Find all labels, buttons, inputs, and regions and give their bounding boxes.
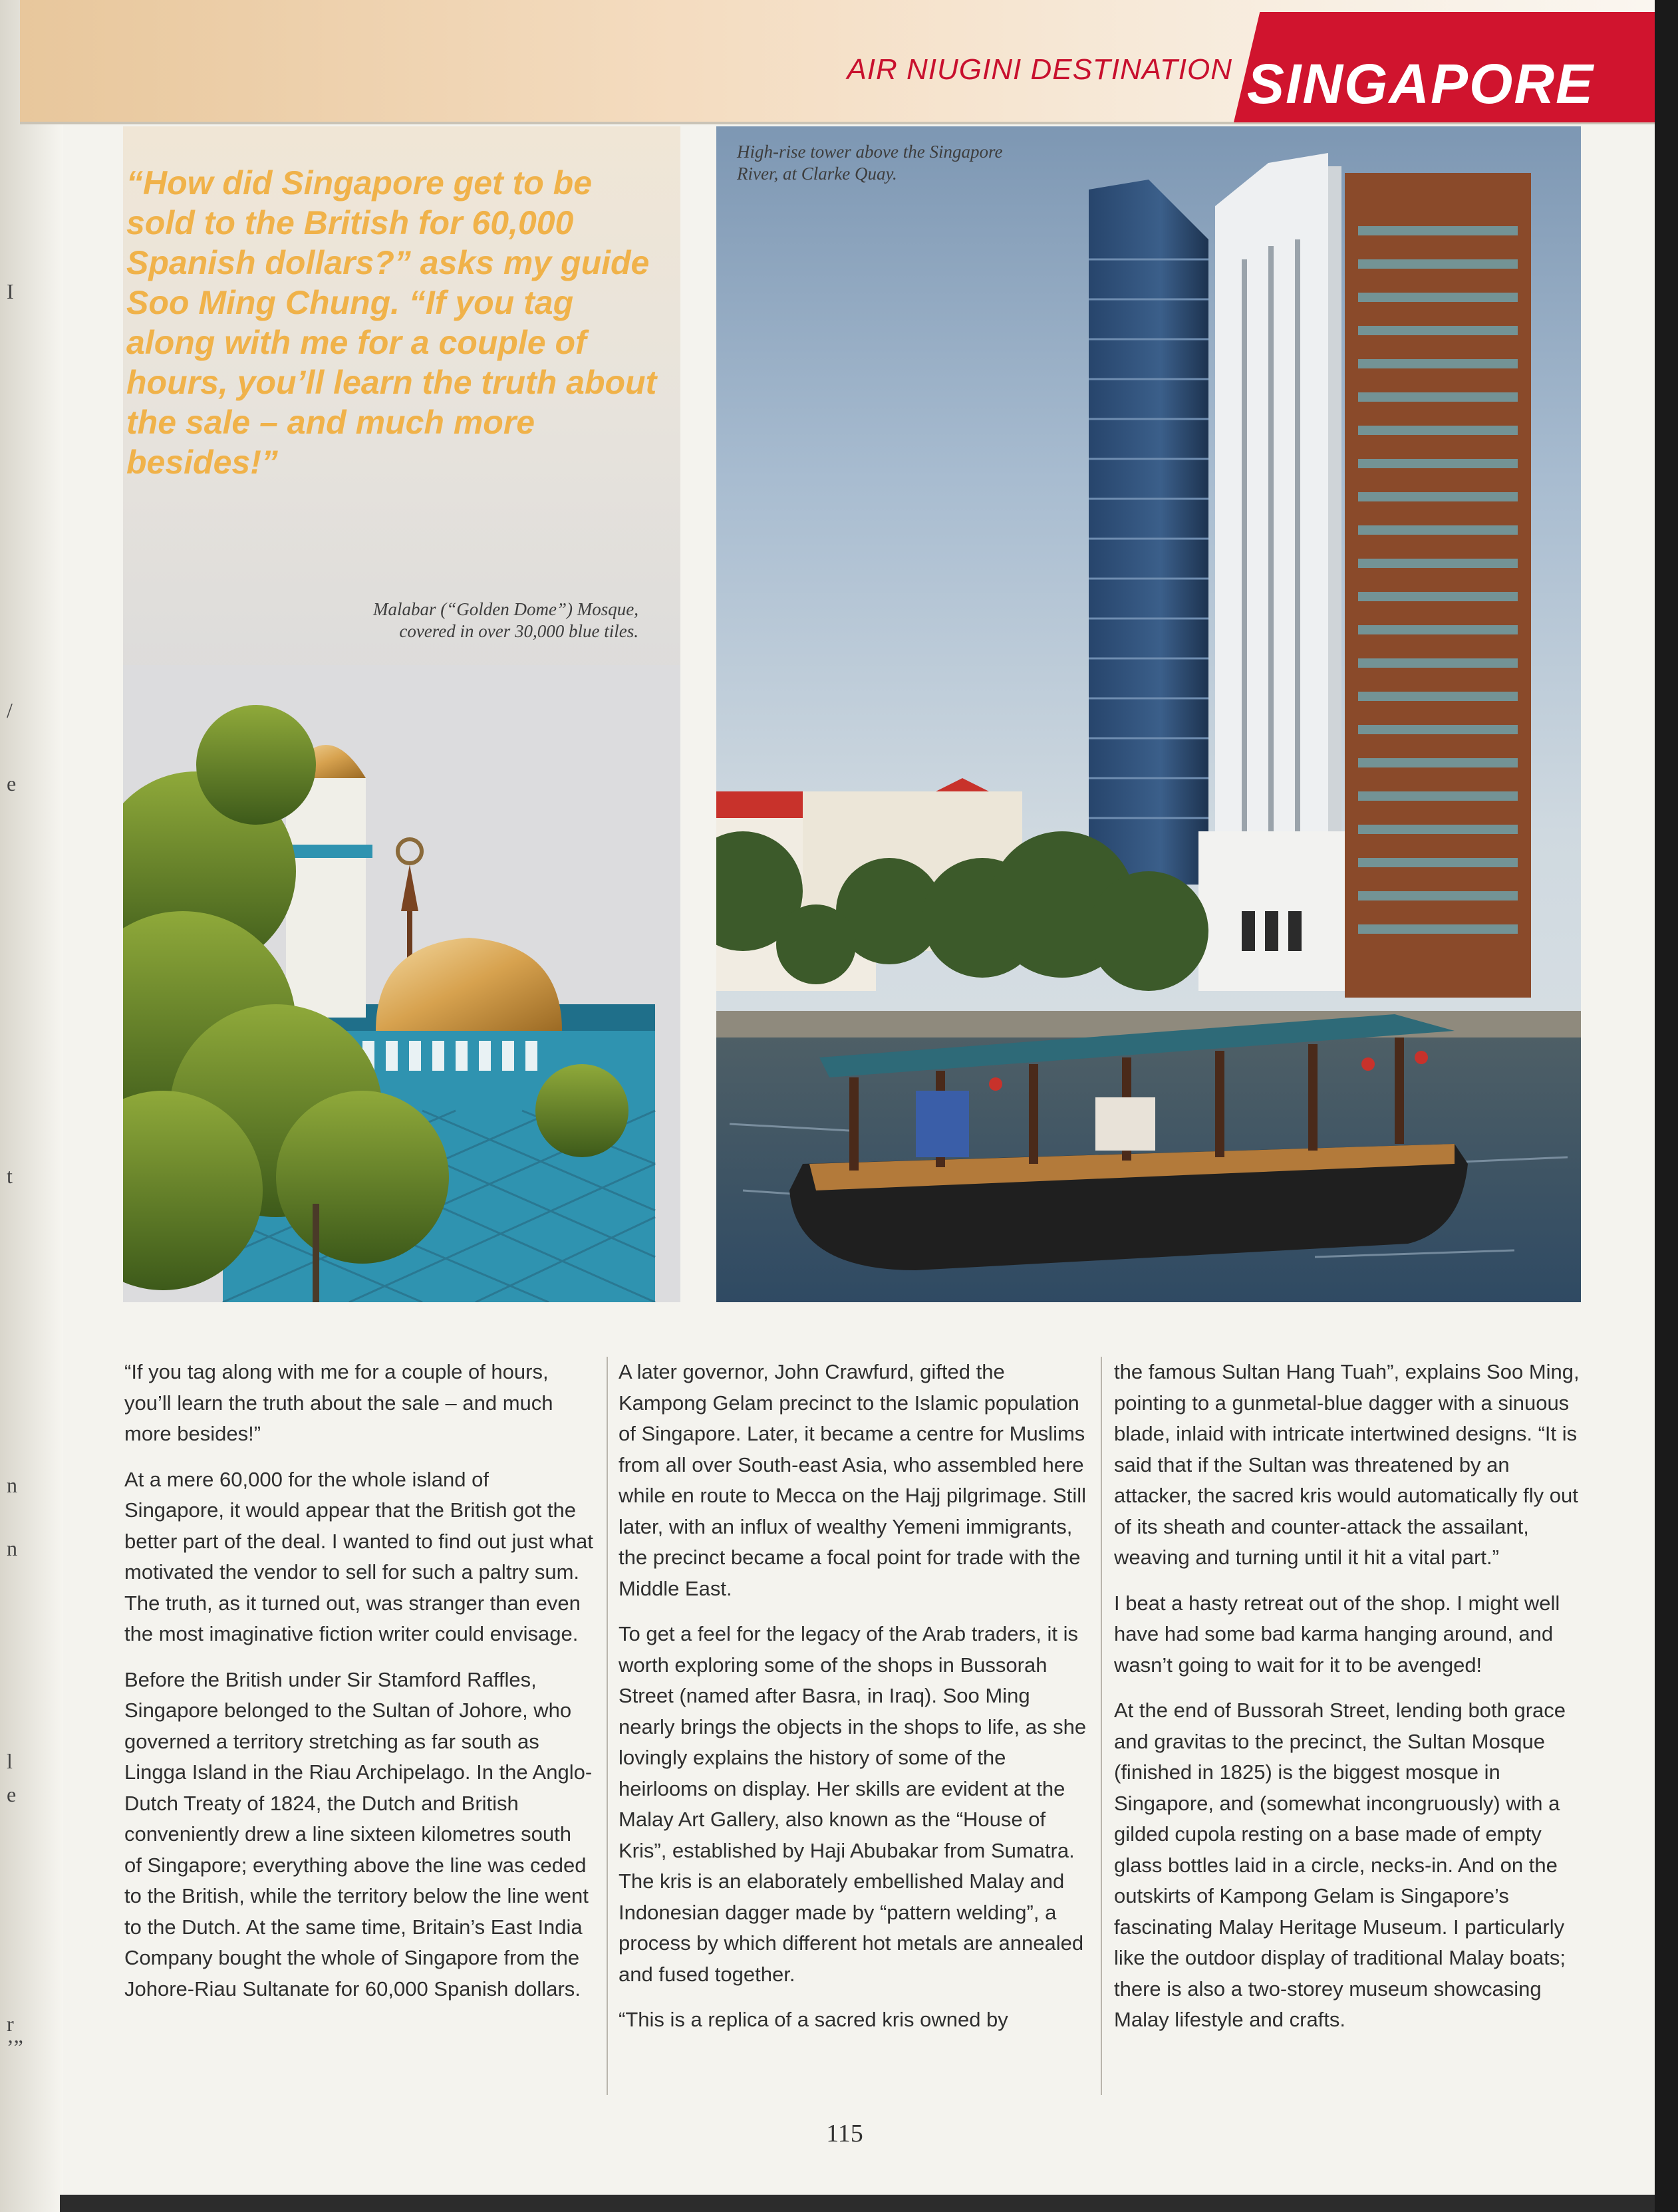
spine-mark: e (7, 771, 17, 795)
spine-mark: e (7, 1782, 17, 1806)
paragraph: “If you tag along with me for a couple of hours, you’ll learn the truth about the sale – and much more besides!” (124, 1360, 553, 1445)
text-column-3 (1114, 1357, 1580, 2050)
river-illustration (716, 126, 1581, 1302)
section-kicker: AIR NIUGINI DESTINATION (847, 53, 1232, 86)
spine-mark: ’” (7, 2035, 23, 2059)
paragraph: I beat a hasty retreat out of the shop. I might well have had some bad karma hanging around, and wasn’t going to wait for it to be avenged! (1114, 1591, 1560, 1677)
spine-mark: I (7, 279, 14, 303)
paragraph: At a mere 60,000 for the whole island of Singapore, it would appear that the British got the better part of the deal. I wanted to find out just what motivated the vendor to sell for such a paltry sum. The truth, as it turned out, was stranger than even the most imaginative fiction writer could envisage. (124, 1467, 593, 1645)
tower-caption: High-rise tower above the Singapore River, at Clarke Quay. (737, 142, 1003, 184)
scan-bottom-edge (60, 2195, 1678, 2212)
spine-mark: l (7, 1749, 13, 1773)
spine-mark: r (7, 2012, 14, 2036)
text-column-2 (619, 1357, 1087, 2050)
paragraph: Before the British under Sir Stamford Raffles, Singapore belonged to the Sultan of Johore, who governed a territory stretching as far south as Lingga Island in the Riau Archipelago. In the Anglo-Dutch Treaty of 1824, the Dutch and British conveniently drew a line sixteen kilometres south of Singapore; everything above the line was ceded to the British, while the territory below the line went to the Dutch. At the same time, Britain’s East India Company bought the whole of Singapore from the Johore-Riau Sultanate for 60,000 Spanish dollars. (124, 1667, 593, 2001)
paragraph: A later governor, John Crawfurd, gifted the Kampong Gelam precinct to the Islamic population of Singapore. Later, it became a centre for Muslims from all over South-east Asia, who assembled here while en route to Mecca on the Hajj pilgrimage. Still later, with an influx of wealthy Yemeni immigrants, the precinct became a focal point for trade with the Middle East. (619, 1360, 1087, 1600)
scan-right-edge (1655, 0, 1678, 2212)
pull-quote: “How did Singapore get to be sold to the British for 60,000 Spanish dollars?” asks my guide Soo Ming Chung. “If you tag along with me for a couple of hours, you’ll learn the truth about the sale – and much more besides!” (126, 164, 657, 481)
spine-mark: / (7, 698, 13, 722)
spine-mark: n (7, 1536, 17, 1560)
page-title: SINGAPORE (1247, 53, 1595, 115)
mosque-caption: Malabar (“Golden Dome”) Mosque, covered in over 30,000 blue tiles. (373, 599, 638, 641)
spine-mark: n (7, 1473, 17, 1497)
column-rule (1101, 1357, 1102, 2095)
paragraph: To get a feel for the legacy of the Arab traders, it is worth exploring some of the shops in Bussorah Street (named after Basra, in Iraq). Soo Ming nearly brings the objects in the shops to life, as she lovingly explains the history of some of the heirlooms on display. Her skills are evident at the Malay Art Gallery, also known as the “House of Kris”, established by Haji Abubakar from Sumatra. The kris is an elaborately embellished Malay and Indonesian dagger made by “pattern welding”, a process by which different hot metals are annealed and fused together. (619, 1622, 1087, 1986)
text-column-1 (124, 1357, 593, 2019)
paragraph: “This is a replica of a sacred kris owned by (619, 2008, 1008, 2031)
page-spine (0, 0, 63, 2212)
paragraph: the famous Sultan Hang Tuah”, explains Soo Ming, pointing to a gunmetal-blue dagger with a sinuous blade, inlaid with intricate intertwined designs. “It is said that if the Sultan was threatened by an attacker, the sacred kris would automatically fly out of its sheath and counter-attack the assailant, weaving and turning until it hit a vital part.” (1114, 1360, 1580, 1569)
spine-mark: t (7, 1164, 13, 1188)
page-number: 115 (826, 2120, 863, 2147)
paragraph: At the end of Bussorah Street, lending both grace and gravitas to the precinct, the Sultan Mosque (finished in 1825) is the biggest mosque in Singapore, and (somewhat incongruously) with a gilded cupola resting on a base made of empty glass bottles laid in a circle, necks-in. And on the outskirts of Kampong Gelam is Singapore’s fascinating Malay Heritage Museum. I particularly like the outdoor display of traditional Malay boats; there is also a two-storey museum showcasing Malay lifestyle and crafts. (1114, 1699, 1566, 2031)
clarke-quay-photo (716, 126, 1581, 1302)
column-rule (607, 1357, 608, 2095)
